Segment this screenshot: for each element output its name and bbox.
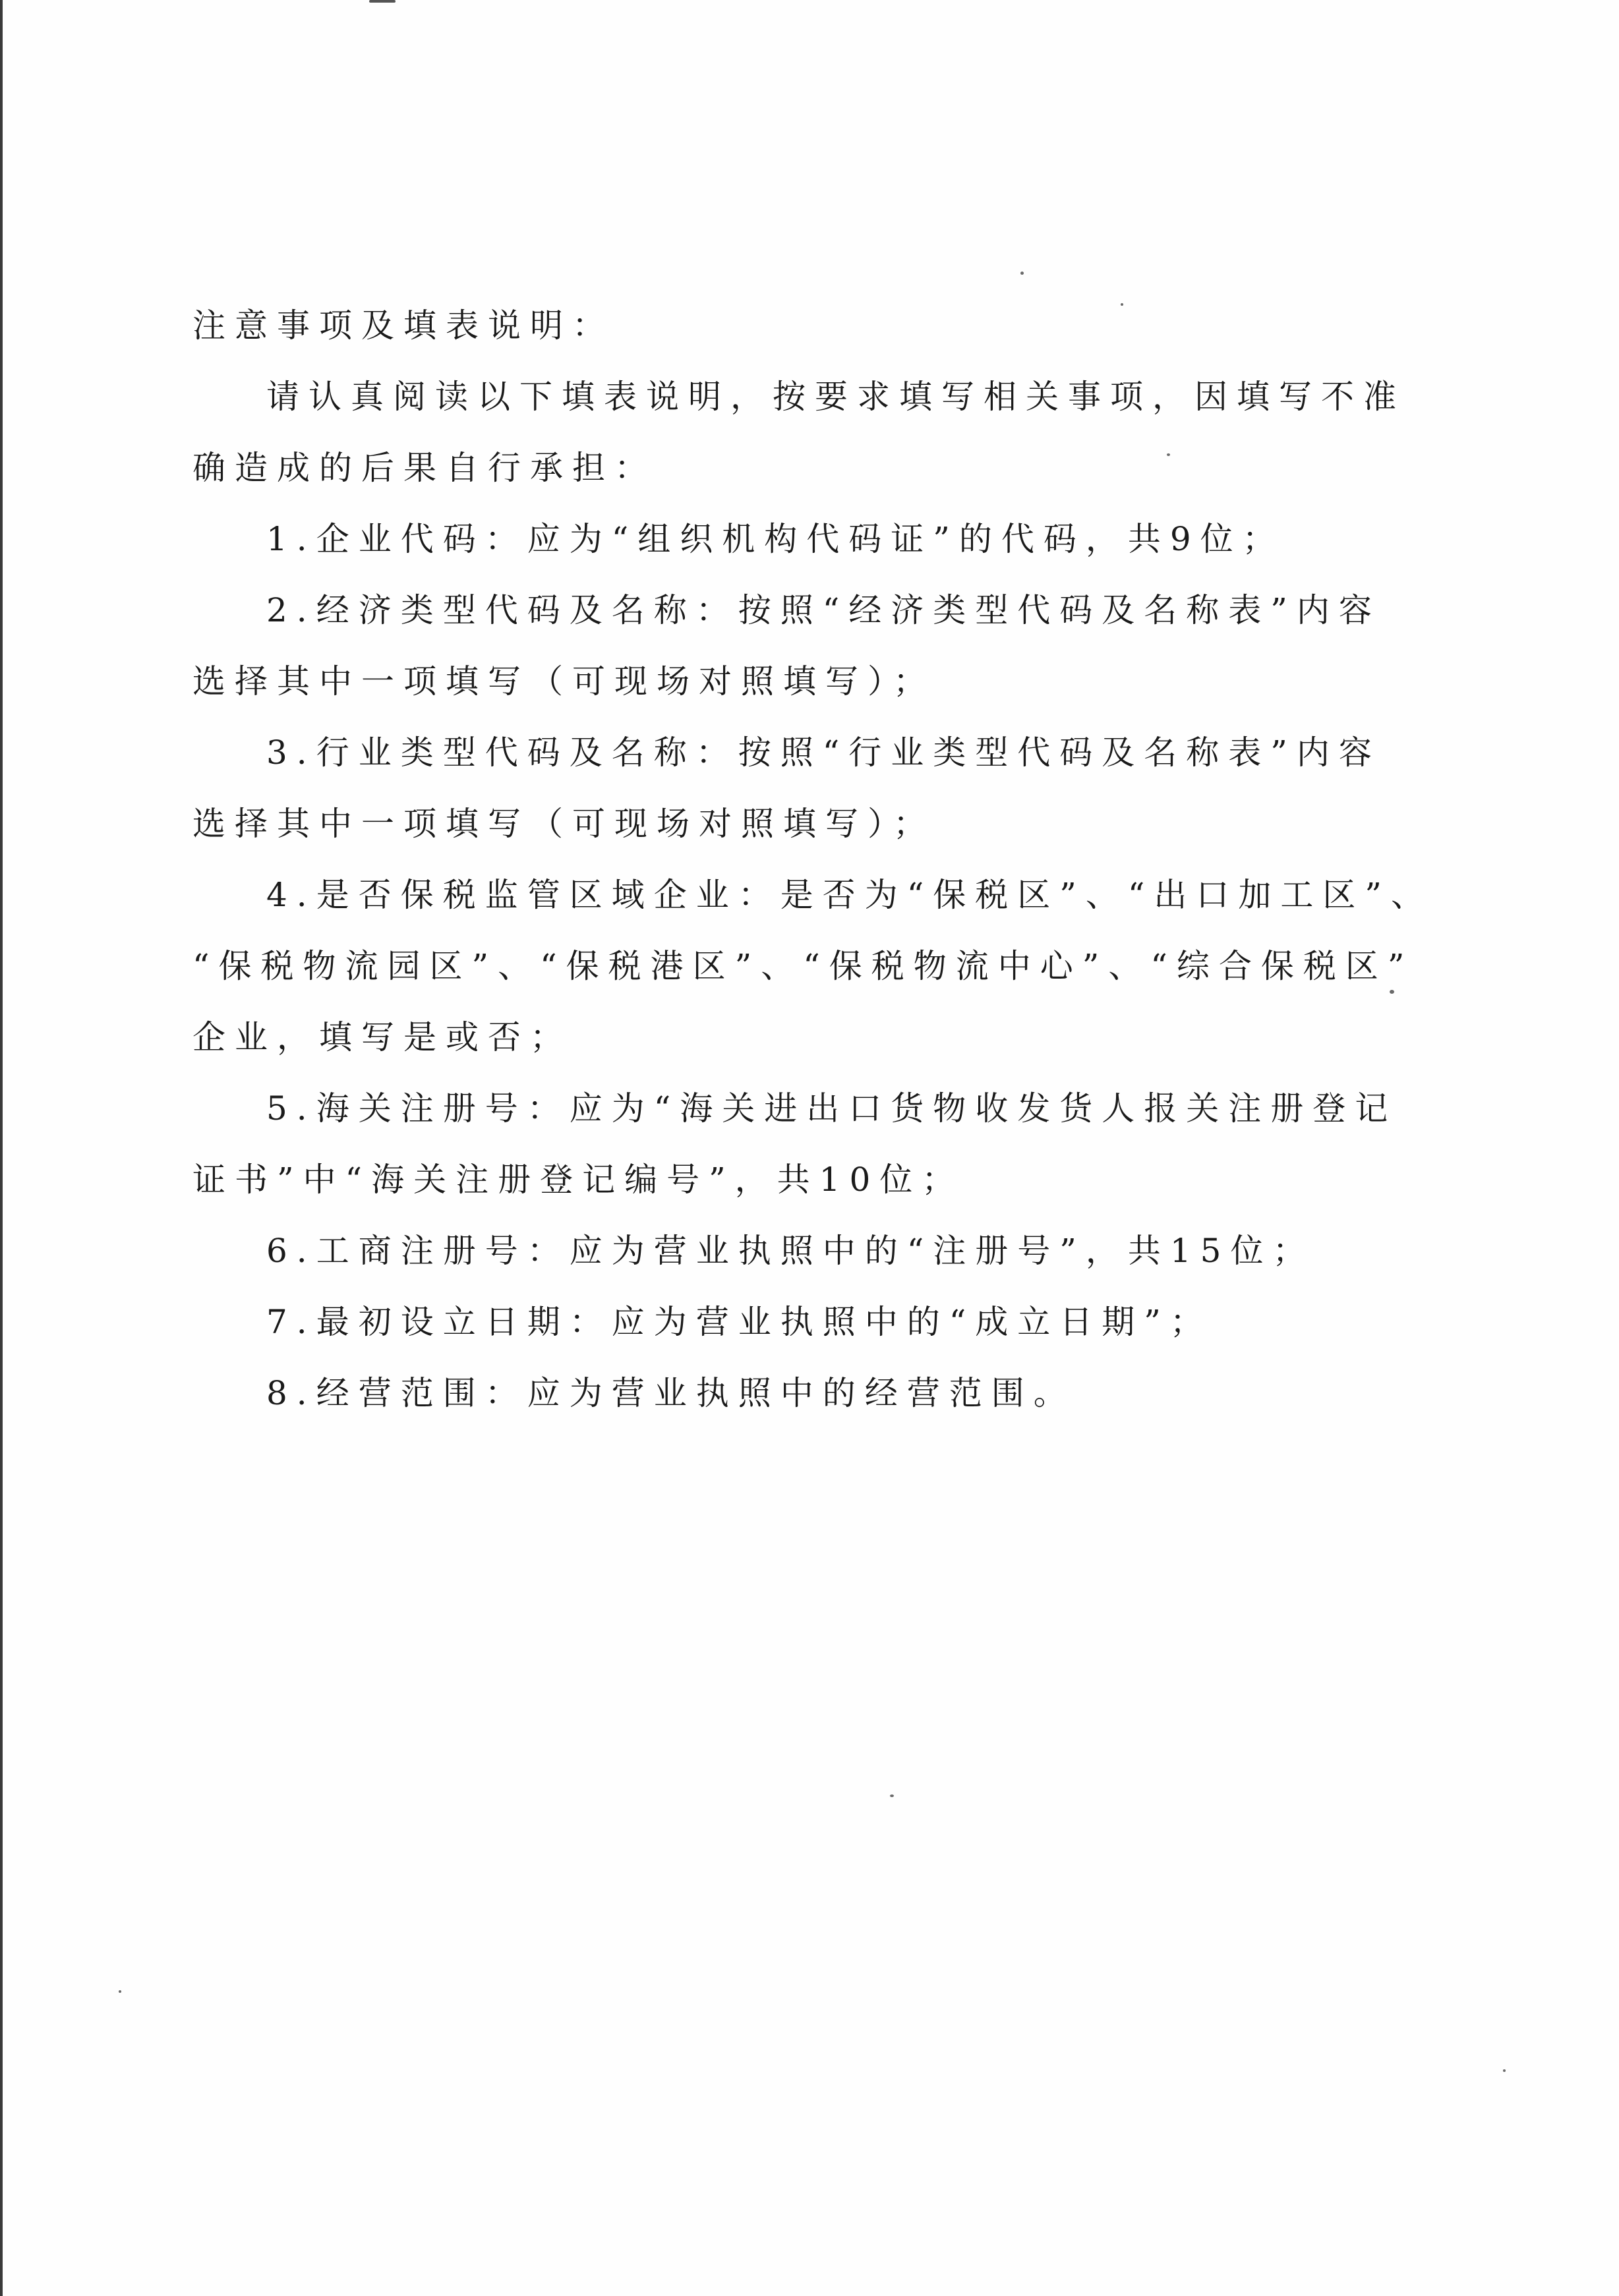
intro-line-1: 请认真阅读以下填表说明，按要求填写相关事项，因填写不准 (266, 378, 1405, 416)
document-body (192, 290, 1433, 1429)
item-8-business-scope: 8.经营范围：应为营业执照中的经营范围。 (266, 1374, 1076, 1412)
item-4-bonded-area-line-3: 企业，填写是或否； (192, 1018, 572, 1056)
item-5-customs-number-line-2: 证书”中“海关注册登记编号”，共10位； (192, 1161, 964, 1199)
item-4-bonded-area-line-1: 4.是否保税监管区域企业：是否为“保税区”、“出口加工区”、 (266, 876, 1433, 914)
item-3-industry-type-line-1: 3.行业类型代码及名称：按照“行业类型代码及名称表”内容 (266, 733, 1381, 772)
item-1-enterprise-code: 1.企业代码：应为“组织机构代码证”的代码，共9位； (266, 520, 1285, 558)
scan-speck (1020, 272, 1024, 275)
scan-speck (119, 1990, 121, 1993)
document-heading: 注意事项及填表说明： (192, 306, 614, 345)
item-5-customs-number-line-1: 5.海关注册号：应为“海关进出口货物收发货人报关注册登记 (266, 1089, 1398, 1128)
intro-line-2: 确造成的后果自行承担： (192, 449, 657, 487)
scan-mark (369, 0, 396, 3)
item-7-establishment-date: 7.最初设立日期：应为营业执照中的“成立日期”； (266, 1303, 1212, 1341)
item-4-bonded-area-line-2: “保税物流园区”、“保税港区”、“保税物流中心”、“综合保税区” (192, 947, 1414, 985)
scan-edge (0, 0, 3, 2296)
item-2-economic-type-line-2: 选择其中一项填写（可现场对照填写）； (192, 662, 935, 701)
item-6-business-registration: 6.工商注册号：应为营业执照中的“注册号”，共15位； (266, 1232, 1315, 1270)
scan-speck (1503, 2069, 1506, 2072)
item-3-industry-type-line-2: 选择其中一项填写（可现场对照填写）； (192, 805, 935, 843)
item-2-economic-type-line-1: 2.经济类型代码及名称：按照“经济类型代码及名称表”内容 (266, 591, 1381, 629)
scan-speck (890, 1794, 894, 1797)
